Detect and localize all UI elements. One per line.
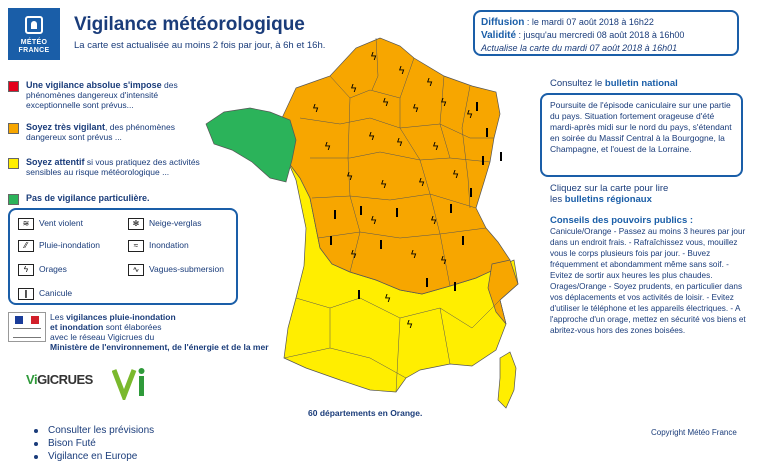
snowflake-icon: ✻ bbox=[128, 218, 144, 230]
rain-flood-icon: ⁄⁄ bbox=[18, 240, 34, 252]
consult-prefix: Consultez le bbox=[550, 78, 605, 89]
legend-green-bold: Pas de vigilance particulière. bbox=[26, 193, 150, 203]
thermo-marker bbox=[396, 208, 398, 217]
yellow-swatch bbox=[8, 158, 19, 169]
ministry-lines bbox=[13, 328, 41, 338]
orage-marker: ϟ bbox=[324, 140, 332, 153]
vig-line2b: sont élaborées bbox=[103, 322, 162, 332]
thermo-marker bbox=[358, 290, 360, 299]
pheno-vagues-label: Vagues-submersion bbox=[149, 264, 224, 274]
map-green-zone[interactable] bbox=[206, 108, 296, 182]
thermo-marker bbox=[360, 206, 362, 215]
orage-marker: ϟ bbox=[430, 214, 438, 227]
page-subtitle: La carte est actualisée au moins 2 fois par jour, à 6h et 16h. bbox=[74, 40, 326, 51]
regional-bulletins-link[interactable]: bulletins régionaux bbox=[564, 194, 652, 205]
legend-yellow-bold: Soyez attentif bbox=[26, 157, 85, 167]
pheno-vent bbox=[18, 217, 83, 231]
orage-marker: ϟ bbox=[370, 50, 378, 63]
logo-text bbox=[8, 39, 60, 55]
wave-submersion-icon: ∿ bbox=[128, 264, 144, 276]
pheno-orages bbox=[18, 263, 67, 277]
orage-marker: ϟ bbox=[350, 82, 358, 95]
orage-marker: ϟ bbox=[432, 140, 440, 153]
pheno-canicule bbox=[18, 287, 72, 301]
regional-line1: Cliquez sur la carte pour lire bbox=[550, 183, 669, 194]
vigi-mark-logo[interactable] bbox=[112, 366, 152, 400]
legend-red bbox=[8, 80, 198, 120]
logo-line-1: MÉTÉO bbox=[20, 39, 48, 46]
diffusion-value: : le mardi 07 août 2018 à 16h22 bbox=[524, 17, 654, 27]
pheno-inondation bbox=[128, 239, 189, 253]
orage-marker: ϟ bbox=[452, 168, 460, 181]
meteo-france-mark-icon bbox=[25, 16, 43, 34]
orage-marker: ϟ bbox=[440, 96, 448, 109]
regional-line2-prefix: les bbox=[550, 194, 565, 205]
advice-heading: Conseils des pouvoirs publics : bbox=[550, 215, 694, 226]
pheno-inondation-label: Inondation bbox=[149, 240, 189, 250]
national-bulletin-link[interactable]: bulletin national bbox=[604, 78, 678, 89]
orange-count: 60 départements en Orange. bbox=[308, 408, 423, 418]
pheno-vent-label: Vent violent bbox=[39, 218, 83, 228]
legend-red-bold: Une vigilance absolue s'impose bbox=[26, 80, 162, 90]
flood-waves-icon: ≈ bbox=[128, 240, 144, 252]
pheno-neige-label: Neige-verglas bbox=[149, 218, 202, 228]
link-vigilance-europe[interactable]: Vigilance en Europe bbox=[30, 450, 154, 463]
thermo-marker bbox=[330, 236, 332, 245]
legend-red-text: des phénomènes dangereux d'intensité exceptionnelle sont prévus... bbox=[26, 80, 178, 110]
orage-marker: ϟ bbox=[466, 108, 474, 121]
orage-marker: ϟ bbox=[380, 178, 388, 191]
validity-value: : jusqu'au mercredi 08 août 2018 à 16h00 bbox=[516, 30, 685, 40]
orage-marker: ϟ bbox=[346, 170, 354, 183]
vigi-mark-text: Vi bbox=[112, 366, 113, 367]
vig-line1b: vigilances pluie-inondation bbox=[66, 312, 176, 322]
vigi-v-shape bbox=[114, 370, 134, 396]
thermo-marker bbox=[500, 152, 502, 161]
orage-marker: ϟ bbox=[410, 248, 418, 261]
regional-info bbox=[550, 183, 750, 205]
legend-orange-text: , des phénomènes dangereux sont prévus ... bbox=[26, 122, 175, 142]
vigicrues-rest: GICRUES bbox=[37, 372, 93, 387]
legend-yellow bbox=[8, 157, 198, 189]
vig-line1a: Les bbox=[50, 312, 67, 322]
thermo-marker bbox=[454, 282, 456, 291]
orage-marker: ϟ bbox=[406, 318, 414, 331]
vig-line3: avec le réseau Vigicrues du bbox=[50, 332, 155, 342]
link-previsions[interactable]: Consulter les prévisions bbox=[30, 424, 154, 437]
validity-label: Validité bbox=[481, 30, 517, 41]
wind-icon: ≋ bbox=[18, 218, 34, 230]
legend-green bbox=[8, 193, 198, 207]
public-advice bbox=[550, 215, 750, 336]
link-list bbox=[30, 424, 154, 463]
vigilance-map[interactable] bbox=[200, 28, 540, 423]
orage-marker: ϟ bbox=[396, 136, 404, 149]
vigicrues-i: i bbox=[33, 372, 38, 387]
thermo-marker bbox=[476, 102, 478, 111]
orage-marker: ϟ bbox=[312, 102, 320, 115]
orage-marker: ϟ bbox=[412, 102, 420, 115]
vigi-dot-shape bbox=[139, 368, 145, 374]
thermo-marker bbox=[482, 156, 484, 165]
map-corsica[interactable] bbox=[498, 352, 516, 408]
link-bison-fute[interactable]: Bison Futé bbox=[30, 437, 154, 450]
red-swatch bbox=[8, 81, 19, 92]
national-summary-box bbox=[540, 93, 743, 177]
pheno-pluie-label: Pluie-inondation bbox=[39, 240, 100, 250]
update-note: Actualise la carte du mardi 07 août 2018 à 16h01 bbox=[481, 43, 678, 53]
legend-yellow-text: si vous pratiquez des activités sensibles au risque météorologique ... bbox=[26, 157, 200, 177]
thermo-marker bbox=[486, 128, 488, 137]
vig-line4: Ministère de l'environnement, de l'énergie et de la mer bbox=[50, 342, 269, 352]
national-summary: Poursuite de l'épisode caniculaire sur une partie du pays. Situation fortement orageuse d'été mardi-après midi sur le nord du pays, s'étendant en soirée du Massif Central à la Bourgogne, la Champagne, et l'ouest de la Lorraine. bbox=[550, 100, 732, 154]
pheno-neige bbox=[128, 217, 201, 231]
orage-marker: ϟ bbox=[440, 254, 448, 267]
vigi-i-shape bbox=[139, 376, 144, 396]
legend-orange bbox=[8, 122, 198, 154]
logo-line-2: FRANCE bbox=[18, 47, 50, 54]
pheno-pluie bbox=[18, 239, 100, 253]
thermo-marker bbox=[334, 210, 336, 219]
orage-marker: ϟ bbox=[426, 76, 434, 89]
orage-marker: ϟ bbox=[418, 176, 426, 189]
copyright: Copyright Météo France bbox=[651, 428, 737, 437]
page-title: Vigilance météorologique bbox=[74, 14, 305, 35]
orage-marker: ϟ bbox=[370, 214, 378, 227]
national-consult bbox=[550, 78, 750, 89]
thermometer-icon: ❙ bbox=[18, 288, 34, 300]
vig-line2a: et inondation bbox=[50, 322, 104, 332]
advice-text: Canicule/Orange - Passez au moins 3 heures par jour dans un endroit frais. - Rafraîchissez vous, mouillez vous le corps plusieurs fois par jour. - Buvez fréquemment et abondamment même sans soif. - Evitez de sortir aux heures les plus chaudes. Orages/Orange - Soyez prudents, en particulier dans vos déplacements et vos activités de loisir. - Evitez d'utiliser le téléphone et les appareils électriques. - A l'approche d'un orage, mettez en sécurité vos biens et abritez-vous hors des zones boisées. bbox=[550, 227, 746, 335]
legend-orange-bold: Soyez très vigilant bbox=[26, 122, 106, 132]
pheno-canicule-label: Canicule bbox=[39, 288, 73, 298]
french-flag-icon bbox=[15, 316, 39, 324]
ministry-logo[interactable] bbox=[8, 312, 46, 342]
orage-marker: ϟ bbox=[382, 96, 390, 109]
vigicrues-v: V bbox=[26, 372, 34, 387]
diffusion-label: Diffusion bbox=[481, 17, 525, 28]
vigicrues-logo[interactable] bbox=[26, 372, 93, 387]
thermo-marker bbox=[470, 188, 472, 197]
pheno-orages-label: Orages bbox=[39, 264, 67, 274]
thermo-marker bbox=[462, 236, 464, 245]
thermo-marker bbox=[450, 204, 452, 213]
lightning-icon: ϟ bbox=[18, 264, 34, 276]
orage-marker: ϟ bbox=[384, 292, 392, 305]
meteo-france-logo[interactable] bbox=[8, 8, 60, 60]
orage-marker: ϟ bbox=[350, 248, 358, 261]
green-swatch bbox=[8, 194, 19, 205]
orange-swatch bbox=[8, 123, 19, 134]
thermo-marker bbox=[380, 240, 382, 249]
orage-marker: ϟ bbox=[368, 130, 376, 143]
thermo-marker bbox=[426, 278, 428, 287]
orage-marker: ϟ bbox=[398, 64, 406, 77]
